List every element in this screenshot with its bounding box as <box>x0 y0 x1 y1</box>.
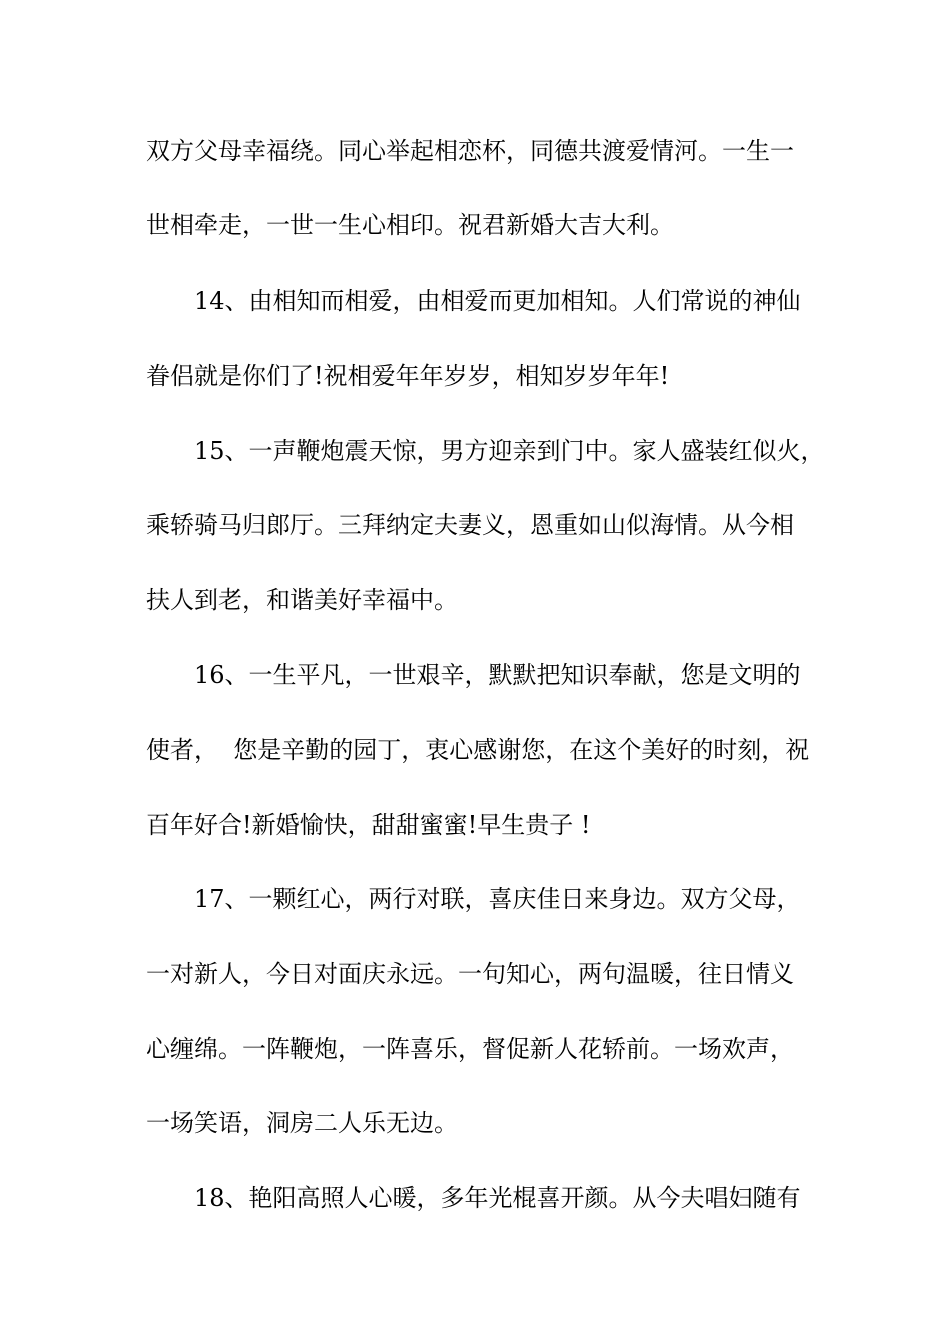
paragraph-17-start: 17、一颗红心，两行对联，喜庆佳日来身边。双方父母， <box>194 885 801 913</box>
paragraph-14-start: 14、由相知而相爱，由相爱而更加相知。人们常说的神仙 <box>194 287 801 315</box>
text-line: 使者， 您是辛勤的园丁，衷心感谢您，在这个美好的时刻，祝 <box>146 736 810 764</box>
paragraph-16-start: 16、一生平凡，一世艰辛，默默把知识奉献，您是文明的 <box>194 661 801 689</box>
text-line: 乘轿骑马归郎厅。三拜纳定夫妻义，恩重如山似海情。从今相 <box>146 511 794 539</box>
paragraph-15-start: 15、一声鞭炮震天惊，男方迎亲到门中。家人盛装红似火， <box>194 437 825 465</box>
text-line: 百年好合!新婚愉快，甜甜蜜蜜!早生贵子 ! <box>146 811 591 839</box>
text-line: 心缠绵。一阵鞭炮，一阵喜乐，督促新人花轿前。一场欢声， <box>146 1035 794 1063</box>
text-line: 扶人到老，和谐美好幸福中。 <box>146 586 458 614</box>
paragraph-18-start: 18、艳阳高照人心暖，多年光棍喜开颜。从今夫唱妇随有 <box>194 1184 801 1212</box>
text-line: 世相牵走，一世一生心相印。祝君新婚大吉大利。 <box>146 211 674 239</box>
text-line: 一对新人，今日对面庆永远。一句知心，两句温暖，往日情义 <box>146 960 794 988</box>
text-line: 双方父母幸福绕。同心举起相恋杯，同德共渡爱情河。一生一 <box>146 137 794 165</box>
text-line: 眷侣就是你们了!祝相爱年年岁岁，相知岁岁年年! <box>146 362 670 390</box>
text-line: 一场笑语，洞房二人乐无边。 <box>146 1109 458 1137</box>
